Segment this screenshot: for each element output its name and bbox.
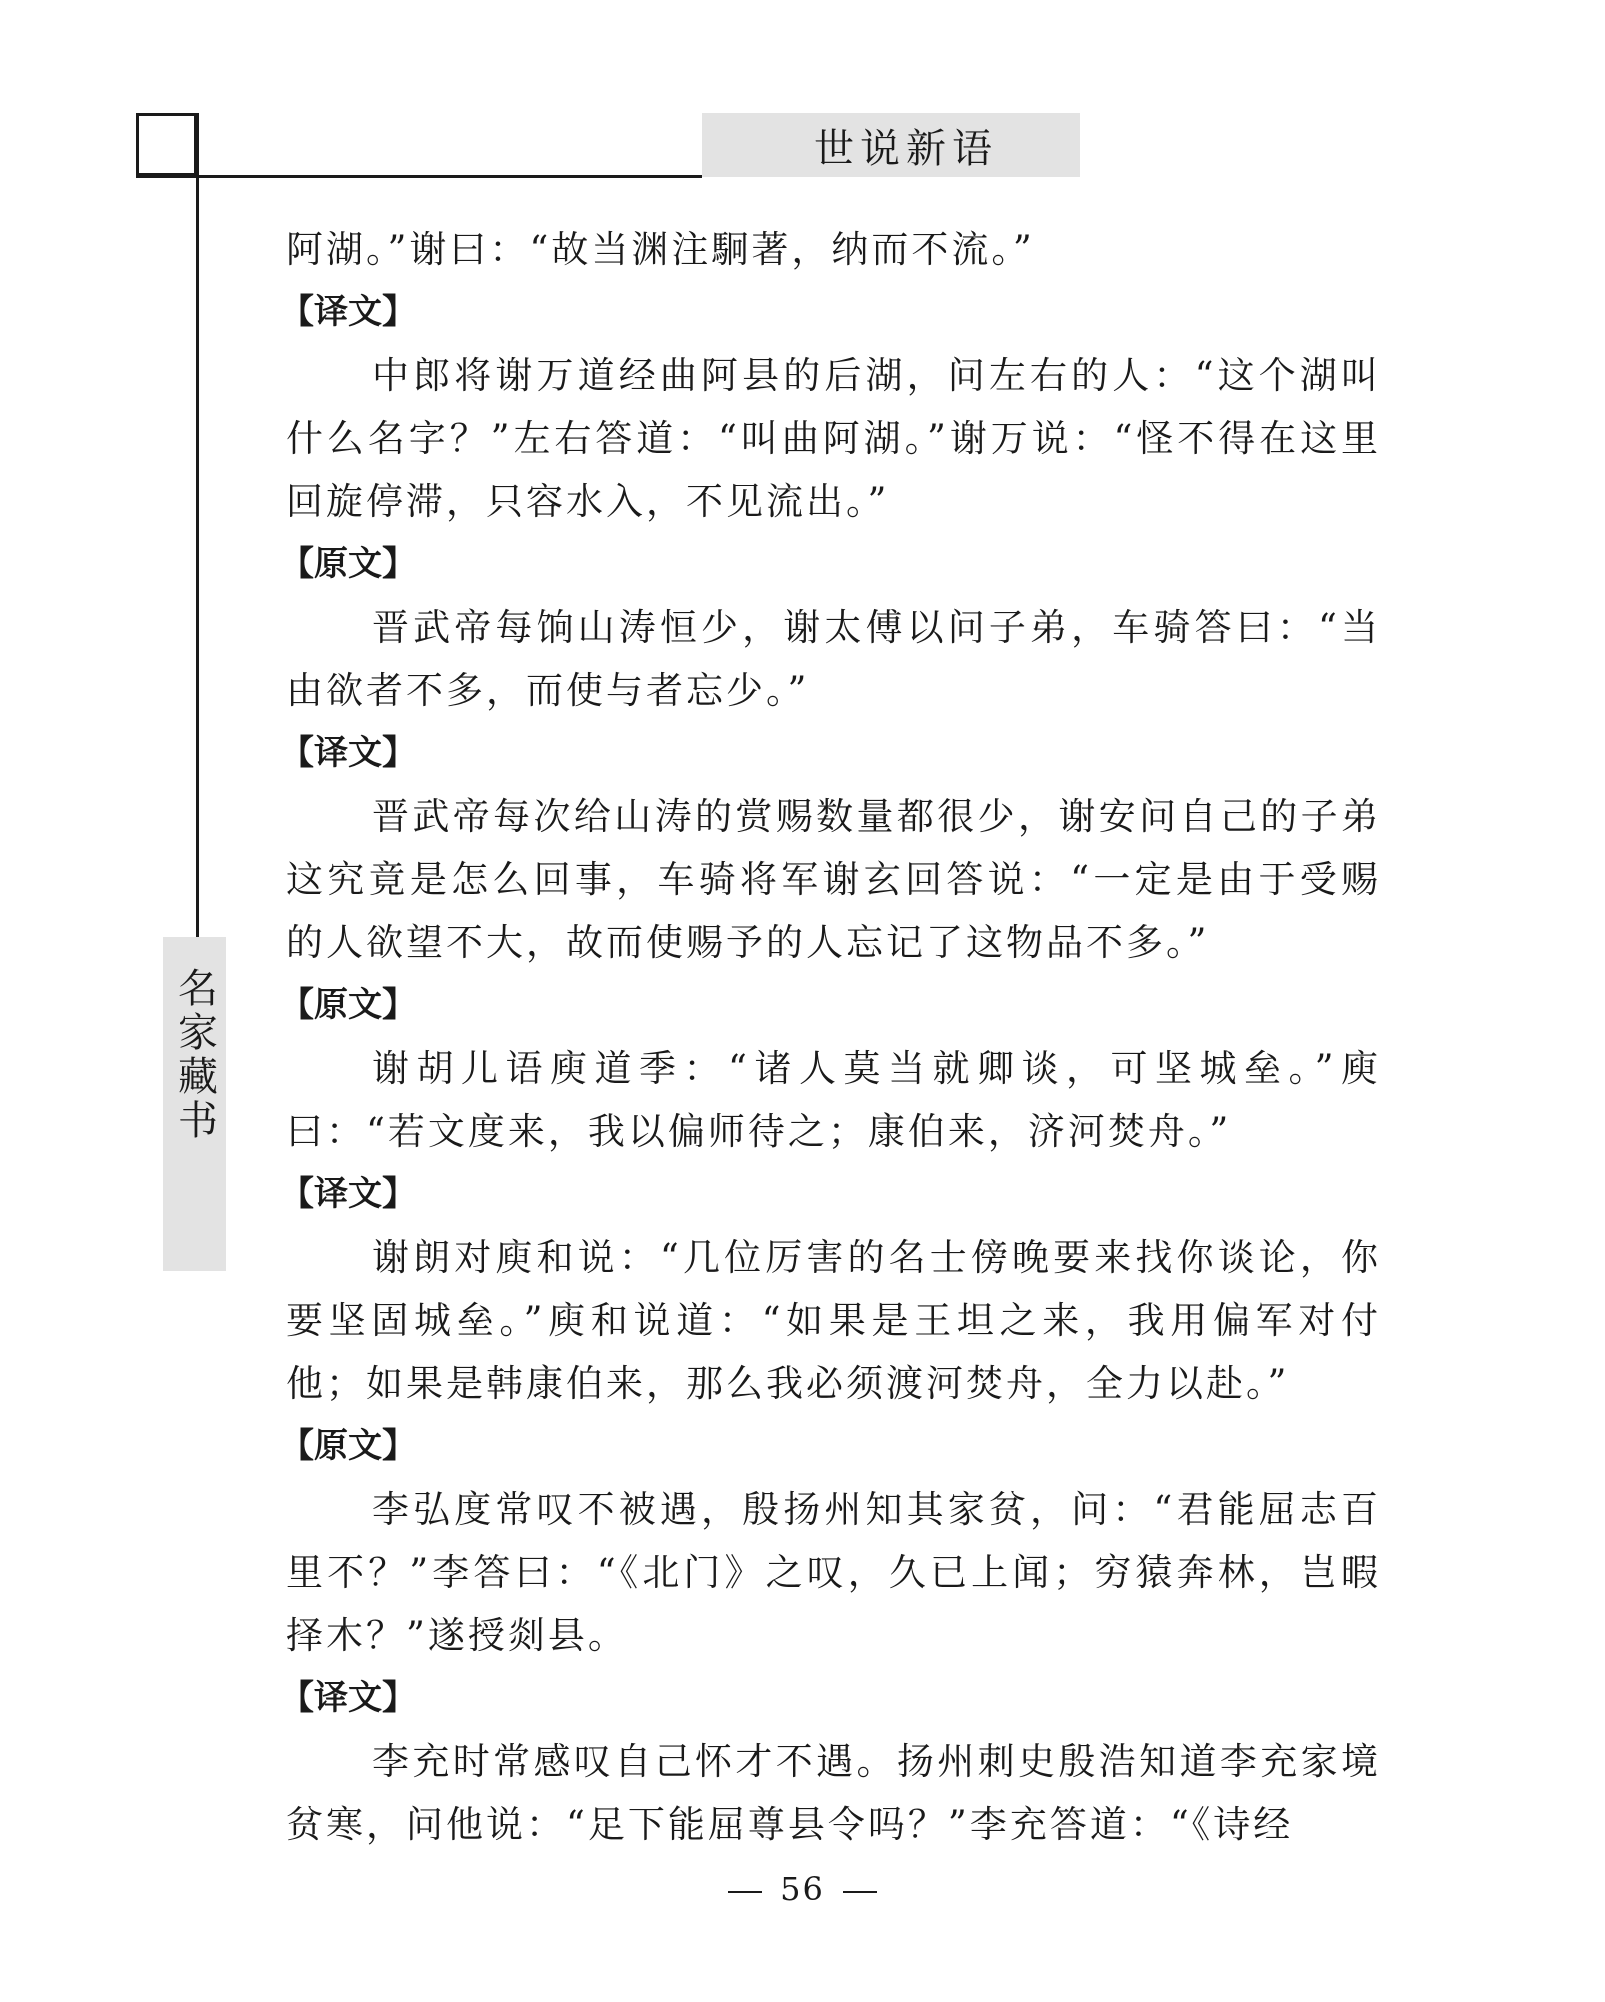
section-label: 【译文】 xyxy=(280,1678,416,1718)
book-title: 世说新语 xyxy=(814,125,998,172)
section-label: 【译文】 xyxy=(280,733,416,773)
header-corner-box xyxy=(136,113,197,176)
page-footer xyxy=(0,1870,1605,1908)
page-body xyxy=(280,218,1381,1856)
section-label: 【原文】 xyxy=(280,544,416,584)
paragraph: 阿湖。”谢曰：“故当渊注駉著，纳而不流。” xyxy=(286,228,1035,271)
running-header xyxy=(702,113,1080,177)
section-label: 【译文】 xyxy=(280,292,416,332)
section-label: 【原文】 xyxy=(280,985,416,1025)
header-rule xyxy=(136,175,702,178)
paragraph: 中郎将谢万道经曲阿县的后湖，问左右的人：“这个湖叫什么名字？”左右答道：“叫曲阿湖。”谢万说：“怪不得在这里回旋停滞，只容水入，不见流出。” xyxy=(286,354,1381,523)
side-tab-label: 名家藏书 xyxy=(171,967,218,1143)
paragraph: 李充时常感叹自己怀才不遇。扬州刺史殷浩知道李充家境贫寒，问他说：“足下能屈尊县令吗？”李充答道：“《诗经 xyxy=(286,1740,1381,1846)
paragraph: 晋武帝每饷山涛恒少，谢太傅以问子弟，车骑答曰：“当由欲者不多，而使与者忘少。” xyxy=(286,606,1381,712)
footer-dash-left xyxy=(728,1891,762,1893)
paragraph: 谢朗对庾和说：“几位厉害的名士傍晚要来找你谈论，你要坚固城垒。”庾和说道：“如果是王坦之来，我用偏军对付他；如果是韩康伯来，那么我必须渡河焚舟，全力以赴。” xyxy=(286,1236,1381,1405)
side-rule xyxy=(196,113,199,938)
side-tab xyxy=(163,937,226,1271)
paragraph: 晋武帝每次给山涛的赏赐数量都很少，谢安问自己的子弟这究竟是怎么回事，车骑将军谢玄回答说：“一定是由于受赐的人欲望不大，故而使赐予的人忘记了这物品不多。” xyxy=(286,795,1381,964)
section-label: 【译文】 xyxy=(280,1174,416,1214)
footer-dash-right xyxy=(843,1891,877,1893)
paragraph: 李弘度常叹不被遇，殷扬州知其家贫，问：“君能屈志百里不？”李答曰：“《北门》之叹，久已上闻；穷猿奔林，岂暇择木？”遂授剡县。 xyxy=(286,1488,1381,1657)
section-label: 【原文】 xyxy=(280,1426,416,1466)
page-number: 56 xyxy=(780,1870,825,1908)
paragraph: 谢胡儿语庾道季：“诸人莫当就卿谈，可坚城垒。”庾曰：“若文度来，我以偏师待之；康伯来，济河焚舟。” xyxy=(286,1047,1381,1153)
